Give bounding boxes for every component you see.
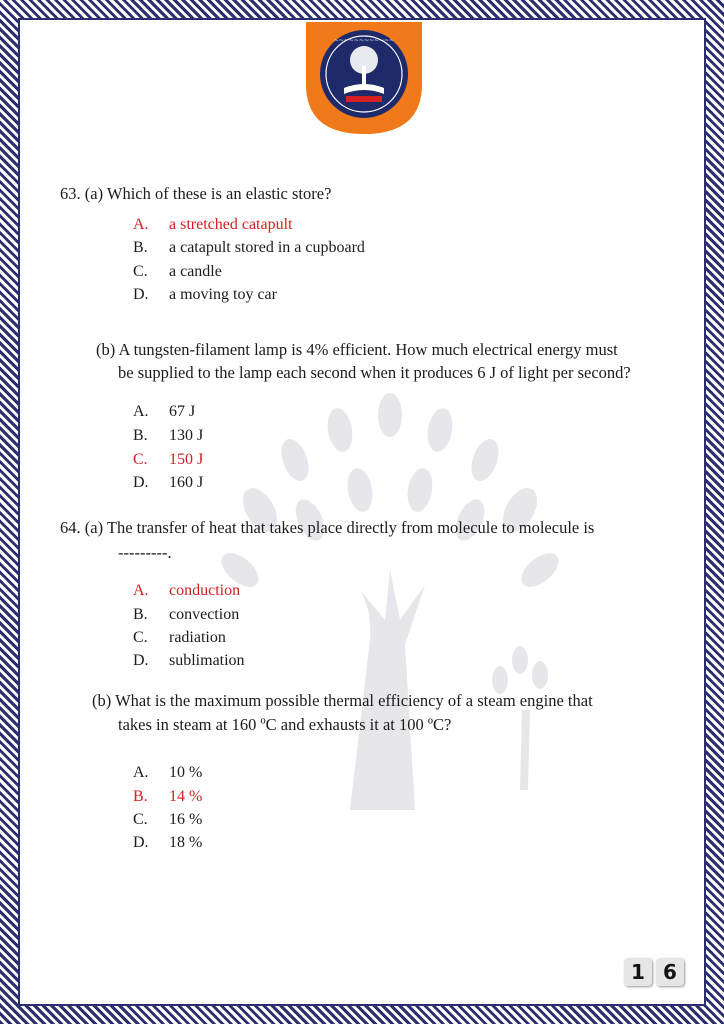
q64a-prompt-line2: ---------. (118, 543, 172, 562)
q63b-prompt-line2: be supplied to the lamp each second when it produces 6 J of light per second? (118, 363, 631, 382)
q63a-option-b (133, 236, 365, 259)
option-text: 160 J (169, 474, 204, 491)
option-text: 16 % (169, 811, 203, 828)
q64a-option-c (133, 626, 226, 649)
option-letter: B. (133, 239, 148, 256)
q64b-option-b (133, 785, 202, 808)
option-letter: A. (133, 216, 149, 233)
option-letter: D. (133, 286, 149, 303)
q63a-option-d (133, 283, 277, 306)
q64b-option-c (133, 808, 202, 831)
option-letter: C. (133, 811, 148, 828)
option-text: conduction (169, 582, 241, 599)
option-text: 14 % (169, 788, 203, 805)
school-logo (306, 22, 422, 134)
option-text: a stretched catapult (169, 216, 293, 233)
option-letter: D. (133, 652, 149, 669)
q63b-option-b (133, 424, 203, 447)
q63b-option-d (133, 471, 203, 494)
q64a-option-b (133, 603, 239, 626)
q64a-option-d (133, 649, 245, 672)
option-letter: C. (133, 629, 148, 646)
q64a-prompt-line1: 64. (a) The transfer of heat that takes place directly from molecule to molecule is (60, 518, 595, 537)
q64b-option-d (133, 831, 202, 854)
option-letter: D. (133, 474, 149, 491)
option-text: 150 J (169, 451, 204, 468)
q64a-option-a (133, 579, 240, 602)
option-text: sublimation (169, 652, 245, 669)
option-text: radiation (169, 629, 226, 646)
q64b-prompt-line1: (b) What is the maximum possible thermal efficiency of a steam engine that (92, 691, 593, 710)
option-text: convection (169, 606, 240, 623)
option-text: a moving toy car (169, 286, 277, 303)
option-letter: B. (133, 788, 148, 805)
tree-watermark (200, 390, 580, 810)
option-text: a candle (169, 263, 222, 280)
option-text: 130 J (169, 427, 204, 444)
option-letter: B. (133, 606, 148, 623)
q63a-prompt: 63. (a) Which of these is an elastic store? (60, 184, 332, 203)
page-number-digit-1: 1 (624, 958, 652, 986)
option-letter: B. (133, 427, 148, 444)
option-text: 18 % (169, 834, 203, 851)
q63a-option-c (133, 260, 222, 283)
option-letter: A. (133, 582, 149, 599)
option-letter: A. (133, 764, 149, 781)
q63b-option-c (133, 448, 203, 471)
option-letter: C. (133, 451, 148, 468)
option-text: a catapult stored in a cupboard (169, 239, 365, 256)
option-text: 10 % (169, 764, 203, 781)
q64b-prompt-line2: takes in steam at 160 ºC and exhausts it at 100 ºC? (118, 715, 452, 734)
option-letter: D. (133, 834, 149, 851)
page-number-digit-2: 6 (656, 958, 684, 986)
q63a-option-a (133, 213, 293, 236)
q64b-option-a (133, 761, 202, 784)
q63b-option-a (133, 400, 195, 423)
svg-text:~~~~~~~~~~~~: ~~~~~~~~~~~~ (333, 37, 395, 44)
q63b-prompt-line1: (b) A tungsten-filament lamp is 4% efficient. How much electrical energy must (96, 340, 618, 359)
option-letter: A. (133, 403, 149, 420)
option-text: 67 J (169, 403, 196, 420)
option-letter: C. (133, 263, 148, 280)
